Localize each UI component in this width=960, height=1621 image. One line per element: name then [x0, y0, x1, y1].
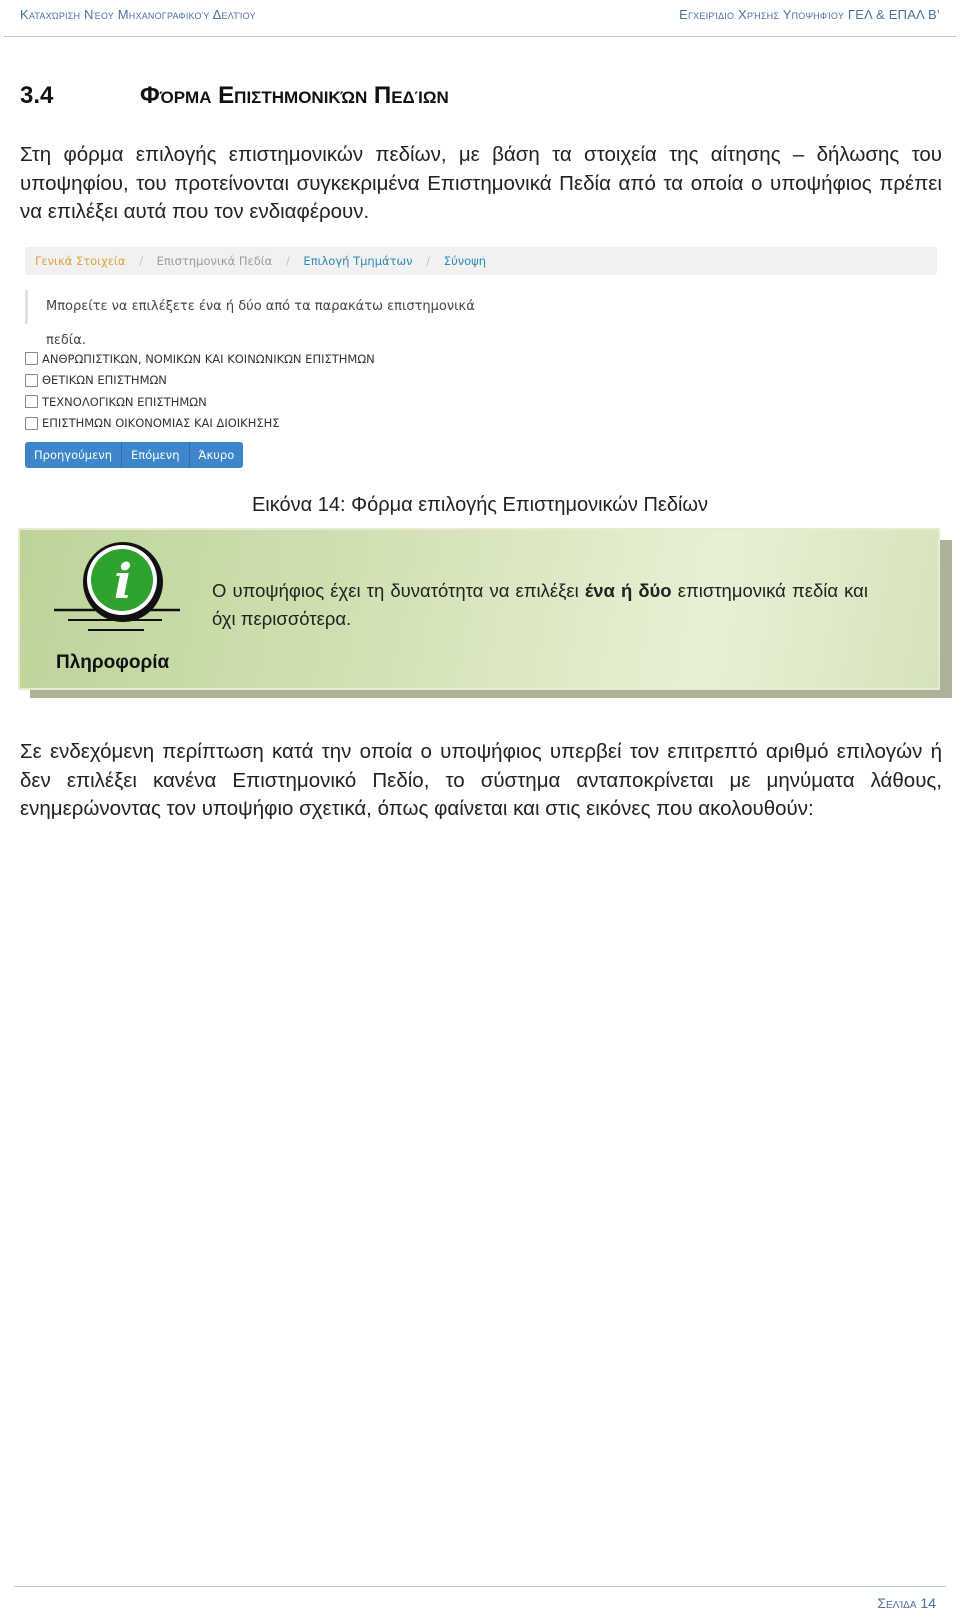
intro-paragraph: Στη φόρμα επιλογής επιστημονικών πεδίων, με βάση τα στοιχεία της αίτησης – δήλωσης του υποψηφίου, του προτείνονται συγκεκριμένα Επιστημονικά Πεδία από τα οποία ο υποψήφιος πρέπει να επιλέξει αυτά που τον ενδιαφέρουν.	[20, 143, 942, 223]
cancel-button[interactable]: Άκυρο	[190, 442, 244, 468]
checkbox[interactable]	[25, 374, 38, 387]
field-option-label: ΕΠΙΣΤΗΜΩΝ ΟΙΚΟΝΟΜΙΑΣ ΚΑΙ ΔΙΟΙΚΗΣΗΣ	[42, 416, 280, 431]
checkbox[interactable]	[25, 395, 38, 408]
field-option-label: ΑΝΘΡΩΠΙΣΤΙΚΩΝ, ΝΟΜΙΚΩΝ ΚΑΙ ΚΟΙΝΩΝΙΚΩΝ ΕΠΙΣΤΗΜΩΝ	[42, 351, 375, 366]
breadcrumb-separator: /	[285, 254, 290, 268]
breadcrumb-separator: /	[426, 254, 431, 268]
info-text-start: Ο υποψήφιος έχει τη δυνατότητα να επιλέξει	[212, 580, 585, 601]
breadcrumb-item-general[interactable]: Γενικά Στοιχεία	[35, 254, 126, 268]
info-label: Πληροφορία	[56, 652, 170, 673]
next-button[interactable]: Επόμενη	[122, 442, 189, 468]
breadcrumb-separator: /	[139, 254, 143, 268]
info-text-emphasis: ένα ή δύο	[584, 580, 672, 601]
field-options-list	[25, 348, 375, 434]
section-number: 3.4	[20, 82, 54, 109]
page-number: Σελίδα 14	[877, 1595, 936, 1611]
header-manual-title: Εγχειρίδιο Χρήσης Υποψηφίου ΓΕΛ & ΕΠΑΛ Β’	[679, 7, 940, 22]
field-option-label: ΘΕΤΙΚΩΝ ΕΠΙΣΤΗΜΩΝ	[42, 373, 167, 388]
info-box	[18, 528, 940, 690]
breadcrumb-item-departments[interactable]: Επιλογή Τμημάτων	[303, 254, 413, 268]
breadcrumb	[25, 247, 937, 275]
field-option-sciences[interactable]	[25, 370, 375, 392]
header-document-section: Καταχώριση Νέου Μηχανογραφικού Δελτίου	[20, 7, 256, 22]
checkbox[interactable]	[25, 417, 38, 430]
field-option-economics[interactable]	[25, 413, 375, 435]
form-button-group	[25, 442, 243, 468]
form-screenshot	[20, 244, 942, 476]
section-heading	[20, 82, 449, 110]
breadcrumb-item-summary[interactable]: Σύνοψη	[443, 254, 487, 268]
field-option-humanities[interactable]	[25, 348, 375, 370]
previous-button[interactable]: Προηγούμενη	[25, 442, 122, 468]
figure-caption: Εικόνα 14: Φόρμα επιλογής Επιστημονικών Πεδίων	[251, 494, 709, 516]
field-option-technology[interactable]	[25, 391, 375, 413]
info-text	[212, 577, 868, 633]
info-text-end: επιστημονικά πεδία και όχι περισσότερα.	[212, 580, 868, 629]
info-icon-letter: i	[113, 554, 133, 610]
header-divider	[4, 36, 956, 37]
selection-notice: Μπορείτε να επιλέξετε ένα ή δύο από τα παρακάτω επιστημονικά πεδία.	[25, 290, 516, 324]
section-title: Φόρμα Επιστημονικών Πεδίων	[140, 82, 449, 109]
info-icon	[48, 536, 188, 646]
closing-paragraph: Σε ενδεχόμενη περίπτωση κατά την οποία ο υποψήφιος υπερβεί τον επιτρεπτό αριθμό επιλογών ή δεν επιλέξει κανένα Επιστημονικό Πεδίο, το σύστημα ανταποκρίνεται με μηνύματα λάθους, ενημερώνοντας τον υποψήφιο σχετικά, όπως φαίνεται και στις εικόνες που ακολουθούν:	[20, 740, 942, 820]
checkbox[interactable]	[25, 352, 38, 365]
page-header	[0, 0, 960, 40]
field-option-label: ΤΕΧΝΟΛΟΓΙΚΩΝ ΕΠΙΣΤΗΜΩΝ	[42, 394, 207, 409]
breadcrumb-item-fields: Επιστημονικά Πεδία	[156, 254, 273, 268]
footer-divider	[14, 1586, 946, 1587]
